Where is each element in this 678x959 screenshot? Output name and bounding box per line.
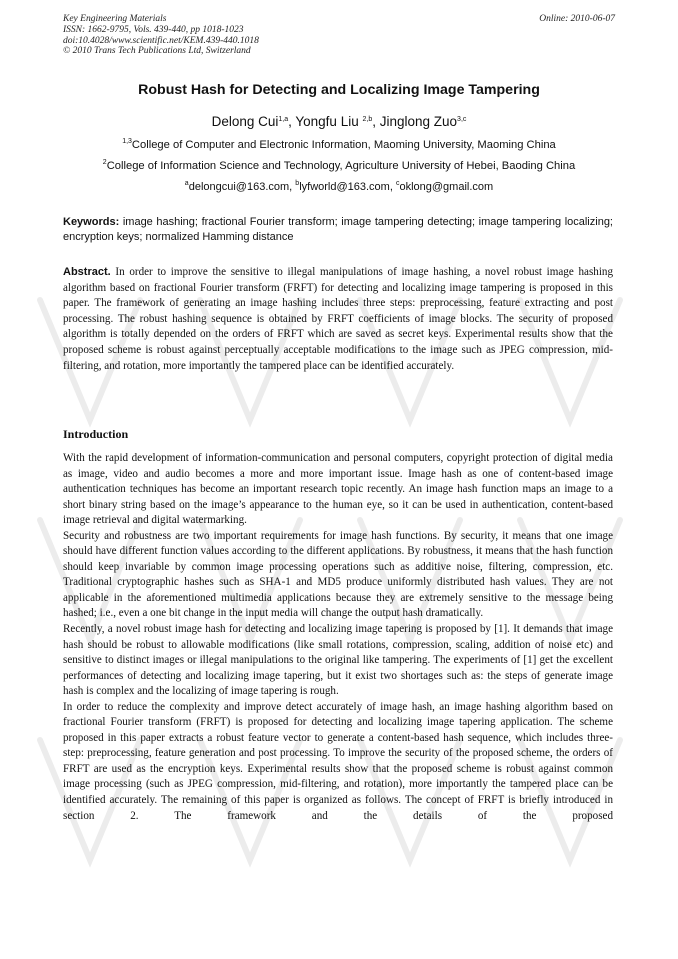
journal-issn: ISSN: 1662-9795, Vols. 439-440, pp 1018-1023 <box>63 24 244 35</box>
email-sup: c <box>395 180 400 187</box>
abstract <box>63 265 613 374</box>
paper-title: Robust Hash for Detecting and Localizing Image Tampering <box>138 82 540 98</box>
online-date: Online: 2010-06-07 <box>539 14 615 24</box>
journal-copyright: © 2010 Trans Tech Publications Ltd, Switzerland <box>63 46 251 57</box>
email: lyfworld@163.com <box>299 181 390 193</box>
email: delongcui@163.com <box>188 181 290 193</box>
introduction-body <box>63 451 613 824</box>
abstract-label: Abstract. <box>63 266 111 278</box>
journal-doi: doi:10.4028/www.scientific.net/KEM.439-440.1018 <box>63 35 259 46</box>
journal-header <box>63 14 615 57</box>
author-list: Delong Cui$^{1,a}$, Yongfu Liu $^{2,b}$, Jinglong Zuo$^{3,c}$ <box>211 114 467 129</box>
email-list: $^a$delongcui@163.com, $^b$lyfworld@163.com, $^c$oklong@gmail.com <box>184 180 494 193</box>
affiliation-sup: 2 <box>102 159 107 166</box>
paragraph: In order to reduce the complexity and improve detect accurately of image hash, an image hashing algorithm based on fractional Fourier transform (FRFT) is proposed for detecting and localizing image tapering application. The scheme proposed in this paper extracts a robust feature vector to generate a content-based hash sequence, which includes three-step: preprocessing, feature generation and post processing. To improve the security of the proposed scheme, the orders of FRFT are used as the encryption keys. Experimental results show that the proposed scheme is robust against common image processing (such as JPEG compression, mid-filtering, and rotation), more importantly the tampered place can be identified accurately. The remaining of this paper is organized as follows. The concept of FRFT is briefly introduced in section 2. The framework and the details of the proposed <box>63 700 613 822</box>
paragraph: With the rapid development of information-communication and personal computers, copyright protection of digital media as image, video and audio becomes a more and more important issue. Image hash as one of content-based image authentication techniques has become an important research topic recently. An image hash function maps an image to a short binary string based on the image’s appearance to the human eye, so it can be used in authentication, content-based image retrieval and digital watermarking. <box>63 452 613 527</box>
author-name: Jinglong Zuo <box>379 114 458 129</box>
author-name: Yongfu Liu <box>295 114 359 129</box>
affiliation-2 <box>0 160 678 172</box>
author-sup: 1,a <box>278 116 289 123</box>
email-sup: b <box>295 180 300 187</box>
paragraph: Security and robustness are two important requirements for image hash functions. By security, it means that one image should have different function values according to the different applications. By robustness, it means that the hash function should keep invariable by common image processing operations such as additive noise, filtering, compression, etc. Traditional cryptographic hashes such as SHA-1 and MD5 produce uniformly distributed hash values. They are not applicable in the aforementioned multimedia applications because they are extremely sensitive to the message being hashed; i.e., even a one bit change in the input media will change the output hash dramatically. <box>63 529 613 620</box>
affiliation-sup: 1,3 <box>122 138 132 145</box>
author-sup: 2,b <box>362 116 373 123</box>
abstract-text: In order to improve the sensitive to illegal manipulations of image hashing, a novel robust image hashing algorithm based on fractional Fourier transform (FRFT) for detecting and localizing image tampering is proposed in this paper. The framework of generating an image hashing includes three steps: preprocessing, feature extracting and post processing. The robust hashing sequence is obtained by FRFT coefficients of image blocks. The security of proposed algorithm is totally depended on the orders of FRFT which are saved as secret keys. Experimental results show that the proposed scheme is robust against perceptually acceptable modifications to the image such as JPEG compression, mid-filtering, and rotation, more importantly the tampered place can be identified accurately. <box>63 266 613 372</box>
affiliation-1 <box>0 139 678 151</box>
author-name: Delong Cui <box>211 114 279 129</box>
paragraph: Recently, a novel robust image hash for detecting and localizing image tapering is proposed by [1]. It demands that image hash should be robust to allowable modifications (like small rotations, compression, scaling, addition of noise etc) and sensitive to distinct images or illegal manipulations to the original like tampering. The experiments of [1] get the excellent performances of detecting and localizing image tapering, but it exist two shortages such as: the steps of generate image hash is complex and the localizing of image tapering is rough. <box>63 623 613 698</box>
journal-name: Key Engineering Materials <box>63 14 167 24</box>
keywords-text: image hashing; fractional Fourier transform; image tampering detecting; image tampering localizing; encryption keys; normalized Hamming distance <box>63 216 613 243</box>
affiliation-text: College of Information Science and Technology, Agriculture University of Hebei, Baoding China <box>106 160 576 172</box>
affiliation-text: College of Computer and Electronic Information, Maoming University, Maoming China <box>131 139 556 151</box>
author-sup: 3,c <box>457 116 467 123</box>
keywords <box>63 215 613 245</box>
email: oklong@gmail.com <box>399 181 494 193</box>
keywords-label: Keywords: <box>63 216 120 228</box>
section-heading: Introduction <box>63 427 129 441</box>
email-sup: a <box>184 180 189 187</box>
